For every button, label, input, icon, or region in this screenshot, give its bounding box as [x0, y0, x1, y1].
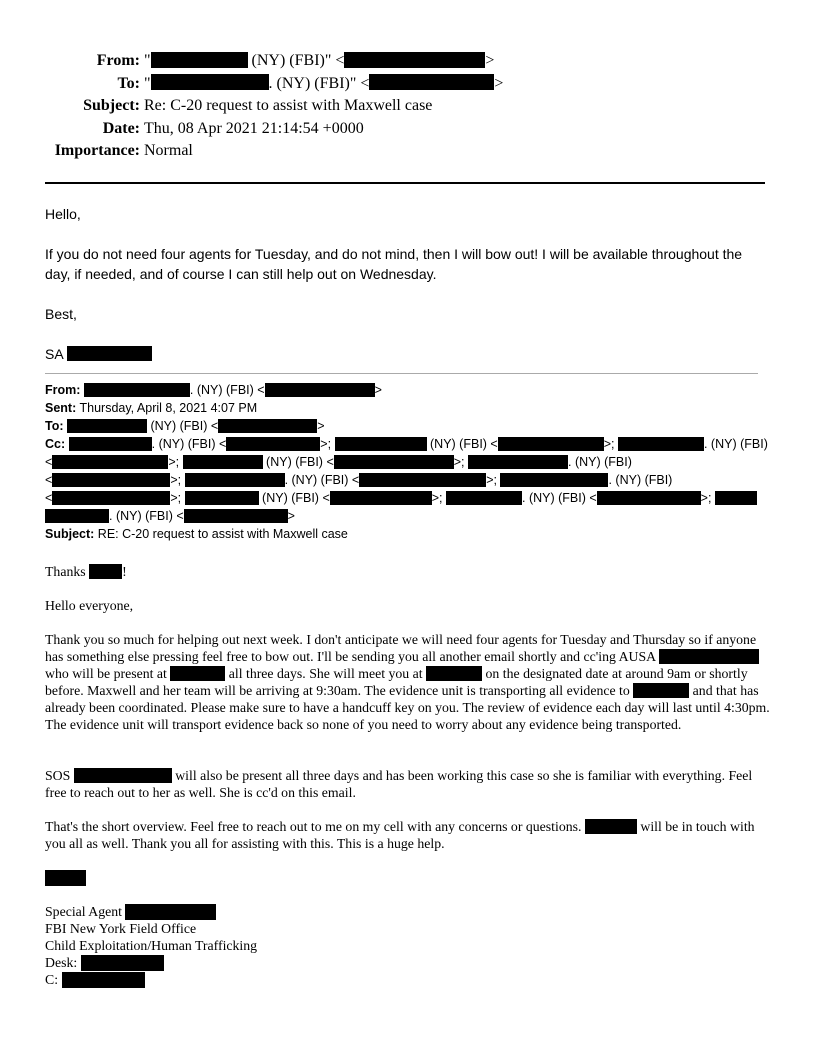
redaction-block: [89, 564, 122, 579]
header-from-row: From: " (NY) (FBI)" < >: [0, 50, 816, 73]
fwd-cc-line: < >; (NY) (FBI) < >; . (NY) (FBI): [45, 455, 632, 469]
reply-greeting: Hello,: [45, 206, 81, 222]
redaction-block: [226, 437, 320, 451]
redaction-block: [45, 870, 86, 886]
redaction-block: [52, 491, 170, 505]
subject-value: Re: C-20 request to assist with Maxwell case: [144, 97, 433, 114]
redaction-block: [84, 383, 190, 397]
importance-value: Normal: [144, 142, 193, 159]
forwarded-header: [45, 381, 775, 543]
redaction-block: [170, 666, 225, 681]
redaction-block: [67, 419, 147, 433]
redaction-block: [585, 819, 637, 834]
redaction-block: [184, 509, 288, 523]
redaction-block: [62, 972, 145, 988]
header-divider: [45, 182, 765, 184]
signature-title: Special Agent: [45, 903, 770, 920]
redaction-block: [151, 52, 248, 68]
redaction-block: [446, 491, 522, 505]
email-header: [0, 50, 816, 163]
redaction-block: [618, 437, 704, 451]
fwd-to-line: To: (NY) (FBI) < >: [45, 419, 325, 433]
redaction-block: [52, 473, 170, 487]
fwd-sent-line: Sent: Thursday, April 8, 2021 4:07 PM: [45, 401, 258, 415]
fwd-cc-line: < >; (NY) (FBI) < >; . (NY) (FBI) < >;: [45, 489, 775, 507]
body-paragraph-1: Thank you so much for helping out next week. I don't anticipate we will need four agents for Tuesday and Thursday so if anyone has something else pressing feel free to bow out. I'll be sending you all another email shortly and cc'ing AUSA who will be present at all three days. She will meet you at on the designated date at around 9am or shortly before. Maxwell and her team will be arriving at 9:30am. The evidence unit is transporting all evidence to and that has already been coordinated. Please make sure to have a handcuff key on you. The review of evidence each day will last until 4:30pm. The evidence unit will transport evidence back so none of you need to worry about any evidence being transported.: [45, 632, 770, 732]
redaction-block: [659, 649, 759, 664]
redaction-block: [185, 473, 285, 487]
redaction-block: [344, 52, 485, 68]
redaction-block: [500, 473, 608, 487]
reply-closing: Best,: [45, 306, 77, 322]
header-importance-row: [0, 140, 816, 163]
redaction-block: [468, 455, 568, 469]
fwd-cc-line: < >; . (NY) (FBI) < >; . (NY) (FBI): [45, 473, 673, 487]
redaction-block: [265, 383, 375, 397]
redaction-block: [74, 768, 172, 783]
signature-cell: C:: [45, 971, 770, 988]
redaction-block: [45, 509, 109, 523]
body-signoff: [45, 869, 770, 886]
date-label: Date:: [102, 119, 140, 137]
redaction-block: [185, 491, 259, 505]
fwd-subject-line: Subject: RE: C-20 request to assist with Maxwell case: [45, 527, 348, 541]
from-label: From:: [96, 52, 140, 69]
body-hello: Hello everyone,: [45, 598, 134, 613]
fwd-cc-line: . (NY) (FBI) < >: [45, 507, 775, 525]
redaction-block: [715, 491, 757, 505]
redaction-block: [633, 683, 689, 698]
forward-divider: [45, 373, 758, 374]
redaction-block: [125, 904, 216, 920]
signature-block: [45, 903, 770, 988]
redaction-block: [81, 955, 164, 971]
redaction-block: [330, 491, 432, 505]
fwd-cc-line: Cc: . (NY) (FBI) < >; (NY) (FBI) < >; . (NY) (FBI): [45, 437, 768, 451]
importance-label: Importance:: [54, 142, 140, 159]
redaction-block: [334, 455, 454, 469]
to-label: To:: [117, 74, 140, 92]
signature-office: FBI New York Field Office: [45, 921, 197, 936]
body-paragraph-2: SOS will also be present all three days and has been working this case so she is familiar with everything. Feel free to reach out to her as well. She is cc'd on this email.: [45, 768, 753, 800]
header-subject-row: [0, 95, 816, 118]
redaction-block: [218, 419, 317, 433]
date-value: Thu, 08 Apr 2021 21:14:54 +0000: [144, 119, 364, 137]
redaction-block: [426, 666, 482, 681]
header-date-row: [0, 118, 816, 141]
header-to-row: To: " . (NY) (FBI)" < >: [0, 73, 816, 96]
redaction-block: [151, 74, 269, 90]
redaction-block: [69, 437, 152, 451]
signature-unit: Child Exploitation/Human Trafficking: [45, 938, 258, 953]
reply-signature: SA: [45, 344, 765, 364]
body-paragraph-3: That's the short overview. Feel free to reach out to me on my cell with any concerns or questions. will be in touch with you all as well. Thank you all for assisting with this. This is a huge help.: [45, 819, 755, 851]
subject-label: Subject:: [83, 97, 140, 114]
redaction-block: [52, 455, 168, 469]
signature-desk: Desk:: [45, 954, 770, 971]
redaction-block: [359, 473, 486, 487]
redaction-block: [597, 491, 701, 505]
redaction-block: [369, 74, 494, 90]
reply-paragraph: If you do not need four agents for Tuesday, and do not mind, then I will bow out! I will be available throughout the day, if needed, and of course I can still help out on Wednesday.: [45, 246, 743, 282]
redaction-block: [183, 455, 263, 469]
redaction-block: [335, 437, 427, 451]
redaction-block: [67, 346, 152, 361]
fwd-from-line: From: . (NY) (FBI) < >: [45, 383, 382, 397]
redaction-block: [498, 437, 604, 451]
body-thanks: Thanks !: [45, 564, 127, 579]
